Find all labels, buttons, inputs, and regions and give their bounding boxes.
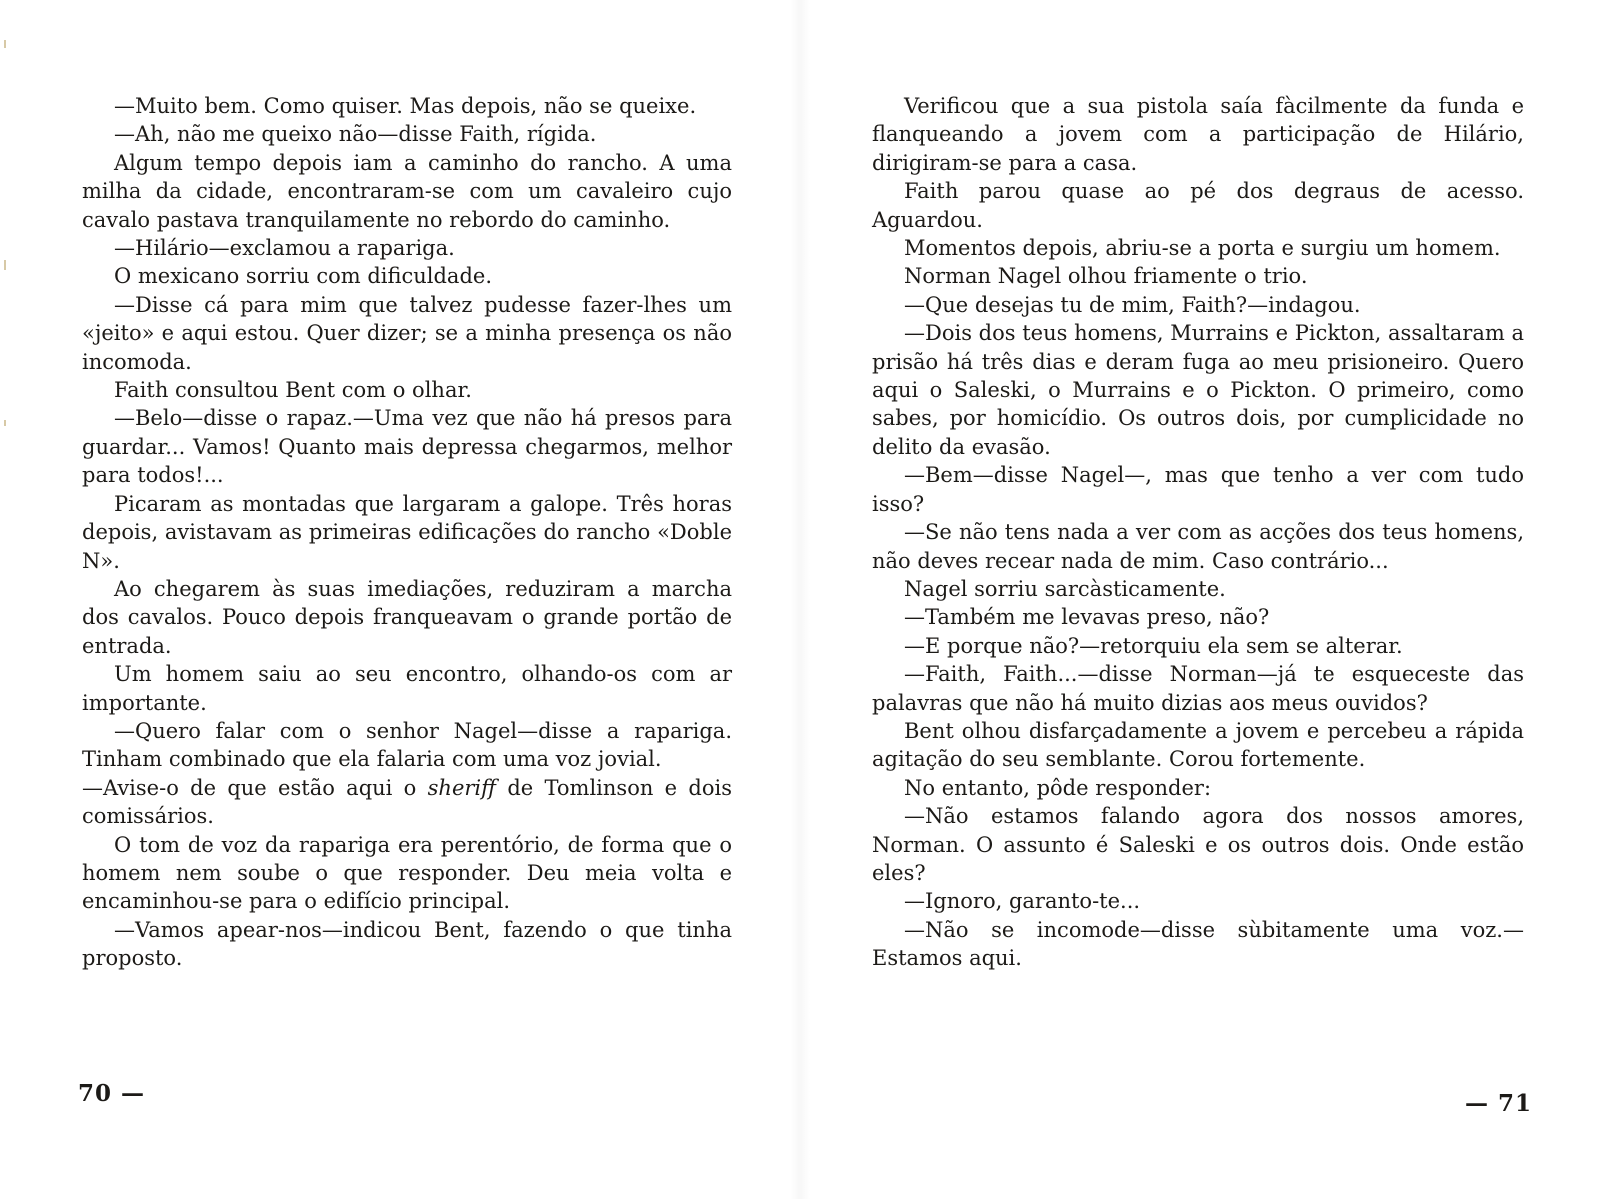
paragraph: No entanto, pôde responder: (904, 775, 1212, 800)
paragraph: Faith parou quase ao pé dos degraus de acesso. Aguardou. (872, 179, 1524, 232)
paragraph: Momentos depois, abriu-se a porta e surgiu um homem. (904, 236, 1501, 261)
paragraph: —Ah, não me queixo não—disse Faith, rígida. (114, 122, 597, 147)
paragraph: Nagel sorriu sarcàsticamente. (904, 576, 1226, 601)
paragraph: —Faith, Faith...—disse Norman—já te esqueceste das palavras que não há muito dizias aos meus ouvidos? (872, 662, 1524, 715)
page-number-left: 70 — (78, 1080, 146, 1107)
paragraph: Norman Nagel olhou friamente o trio. (904, 264, 1308, 289)
edge-mark (4, 40, 6, 48)
paragraph: —Ignoro, garanto-te... (904, 889, 1141, 914)
paragraph: Verificou que a sua pistola saía fàcilmente da funda e flanqueando a jovem com a participação de Hilário, dirigiram-se para a casa. (872, 94, 1524, 175)
paragraph: Picaram as montadas que largaram a galope. Três horas depois, avistavam as primeiras edificações do rancho «Doble N». (82, 491, 732, 573)
paragraph-sheriff (82, 774, 732, 831)
paragraph: —Também me levavas preso, não? (904, 605, 1270, 630)
page-number-right: — 71 (1465, 1090, 1533, 1117)
right-page-text (872, 92, 1524, 973)
paragraph: —Dois dos teus homens, Murrains e Pickton, assaltaram a prisão há três dias e deram fuga ao meu prisioneiro. Quero aqui o Saleski, o Murrains e o Pickton. O primeiro, como sabes, por homicídio. Os outros dois, por cumplicidade no delito da evasão. (872, 321, 1524, 459)
sheriff-line-end: de Tomlinson e dois comissários. (82, 775, 733, 829)
paragraph: O tom de voz da rapariga era perentório, de forma que o homem nem soube o que responder. Deu meia volta e encaminhou-se para o edifício principal. (82, 832, 732, 914)
paragraph: Faith consultou Bent com o olhar. (114, 378, 472, 403)
paragraph: —Quero falar com o senhor Nagel—disse a rapariga. Tinham combinado que ela falaria com uma voz jovial. (82, 718, 732, 772)
left-page-text (82, 92, 732, 973)
edge-mark (4, 260, 6, 270)
paragraph: Algum tempo depois iam a caminho do rancho. A uma milha da cidade, encontraram-se com um cavaleiro cujo cavalo pastava tranquilamente no rebordo do caminho. (82, 150, 732, 232)
paragraph: —Hilário—exclamou a rapariga. (114, 236, 455, 261)
sheriff-line-start: —Avise-o de que estão aqui o (82, 775, 428, 800)
paragraph: Ao chegarem às suas imediações, reduziram a marcha dos cavalos. Pouco depois franqueavam o grande portão de entrada. (82, 576, 732, 658)
paragraph: —Vamos apear-nos—indicou Bent, fazendo o que tinha proposto. (82, 917, 732, 971)
paragraph: —Bem—disse Nagel—, mas que tenho a ver com tudo isso? (872, 463, 1524, 516)
paragraph: —Disse cá para mim que talvez pudesse fazer-lhes um «jeito» e aqui estou. Quer dizer; se a minha presença os não incomoda. (82, 292, 732, 374)
paragraph: O mexicano sorriu com dificuldade. (114, 264, 492, 289)
paragraph: —Que desejas tu de mim, Faith?—indagou. (904, 292, 1361, 317)
paragraph: —Belo—disse o rapaz.—Uma vez que não há presos para guardar... Vamos! Quanto mais depressa chegarmos, melhor para todos!... (82, 406, 732, 488)
paragraph: —Muito bem. Como quiser. Mas depois, não se queixe. (114, 94, 697, 118)
edge-mark (4, 420, 6, 426)
paragraph: —E porque não?—retorquiu ela sem se alterar. (904, 633, 1403, 658)
paragraph: Um homem saiu ao seu encontro, olhando-os com ar importante. (82, 662, 732, 715)
paragraph: —Não se incomode—disse sùbitamente uma voz.—Estamos aqui. (872, 917, 1524, 971)
sheriff-word: sheriff (427, 775, 497, 800)
gutter (790, 0, 810, 1199)
paragraph: Bent olhou disfarçadamente a jovem e percebeu a rápida agitação do seu semblante. Corou fortemente. (872, 718, 1524, 772)
paragraph: —Se não tens nada a ver com as acções dos teus homens, não deves recear nada de mim. Caso contrário... (872, 520, 1524, 573)
paragraph: —Não estamos falando agora dos nossos amores, Norman. O assunto é Saleski e os outros dois. Onde estão eles? (872, 804, 1524, 885)
